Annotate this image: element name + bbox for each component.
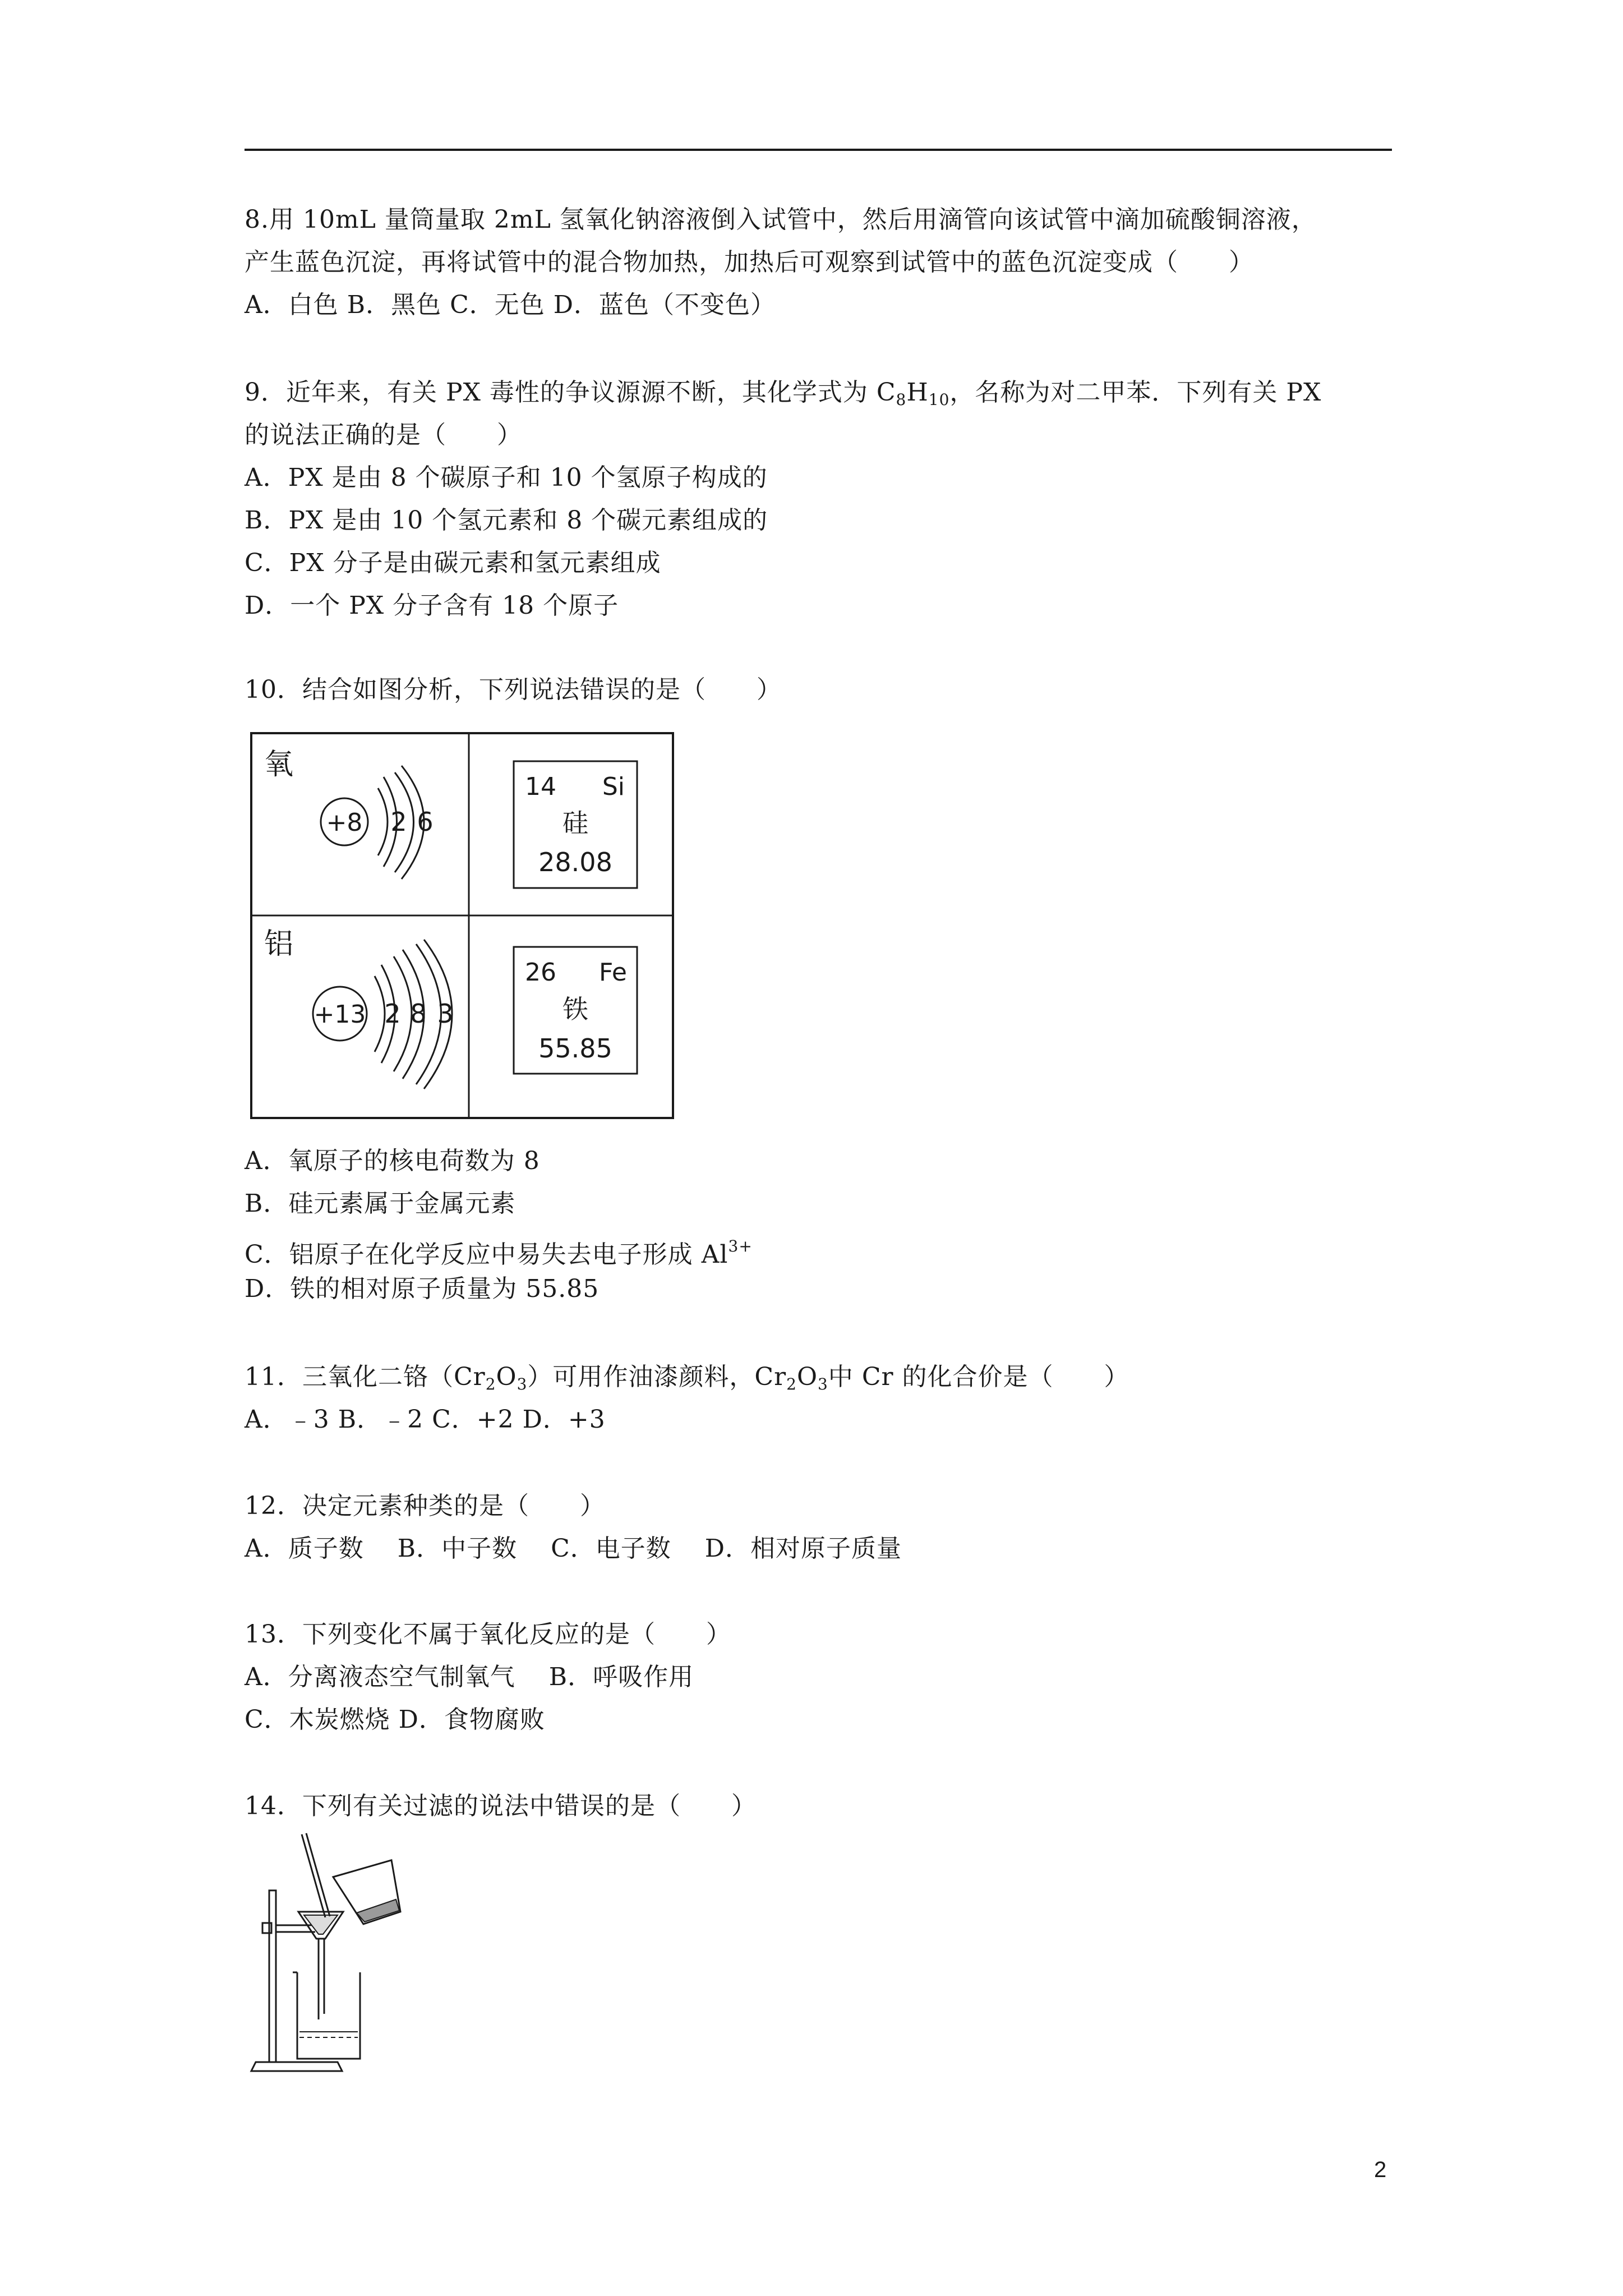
oxygen-label: 氧 xyxy=(264,748,294,781)
iron-name: 铁 xyxy=(562,994,588,1024)
q10-stem: 10．结合如图分析，下列说法错误的是（ ） xyxy=(245,675,782,704)
q9-option-b: B．PX 是由 10 个氢元素和 8 个碳元素组成的 xyxy=(245,506,768,535)
q12-options: A．质子数 B．中子数 C．电子数 D．相对原子质量 xyxy=(245,1534,902,1563)
aluminum-shell-2: 8 xyxy=(410,999,427,1029)
q11-options: A．﹣3 B．﹣2 C．+2 D．+3 xyxy=(245,1405,606,1434)
silicon-symbol: Si xyxy=(602,772,625,801)
oxygen-shell-1: 2 xyxy=(390,807,407,837)
aluminum-shell-3: 3 xyxy=(437,999,454,1029)
aluminum-shell-1: 2 xyxy=(384,999,401,1029)
q8-stem-line-1: 8.用 10mL 量筒量取 2mL 氢氧化钠溶液倒入试管中，然后用滴管向该试管中滴加硫酸铜溶液， xyxy=(245,205,1317,234)
oxygen-nucleus: +8 xyxy=(326,808,363,837)
q14-stem: 14．下列有关过滤的说法中错误的是（ ） xyxy=(245,1792,757,1820)
q9-option-a: A．PX 是由 8 个碳原子和 10 个氢原子构成的 xyxy=(245,463,768,492)
q10-option-d: D．铁的相对原子质量为 55.85 xyxy=(245,1274,600,1303)
silicon-number: 14 xyxy=(525,772,556,801)
oxygen-shell-2: 6 xyxy=(417,807,434,837)
q13-options-line-2: C．木炭燃烧 D．食物腐败 xyxy=(245,1705,545,1734)
page-number: 2 xyxy=(1374,2157,1387,2182)
iron-number: 26 xyxy=(525,958,556,987)
q10-option-a: A．氧原子的核电荷数为 8 xyxy=(245,1147,540,1175)
silicon-element-card xyxy=(514,761,637,888)
aluminum-atom-diagram xyxy=(264,927,454,1089)
aluminum-nucleus: +13 xyxy=(313,1000,366,1029)
q8-options: A．白色 B．黑色 C．无色 D．蓝色（不变色） xyxy=(245,291,776,319)
header-rule xyxy=(245,149,1392,151)
q13-stem: 13．下列变化不属于氧化反应的是（ ） xyxy=(245,1620,731,1649)
q12-stem: 12．决定元素种类的是（ ） xyxy=(245,1492,605,1520)
q8-stem-line-2: 产生蓝色沉淀，再将试管中的混合物加热，加热后可观察到试管中的蓝色沉淀变成（ ） xyxy=(245,248,1254,277)
q11-stem: 11．三氧化二铬$(Cr_2O_3)$可用作油漆颜料，$Cr_2O_3$中 Cr 的化合价是（ ） xyxy=(245,1363,1129,1393)
q9-option-c: C．PX 分子是由碳元素和氢元素组成 xyxy=(245,549,661,577)
filtration-apparatus-figure xyxy=(241,1829,421,2087)
aluminum-label: 铝 xyxy=(264,927,294,961)
iron-mass: 55.85 xyxy=(538,1033,612,1064)
iron-element-card xyxy=(514,947,637,1074)
q9-stem-line-2: 的说法正确的是（ ） xyxy=(245,421,522,449)
q10-option-b: B．硅元素属于金属元素 xyxy=(245,1189,516,1218)
q9-option-d: D．一个 PX 分子含有 18 个原子 xyxy=(245,591,619,620)
silicon-name: 硅 xyxy=(562,808,588,838)
atom-structure-figure xyxy=(250,732,676,1122)
q9-stem-line-1: 9．近年来，有关 PX 毒性的争议源源不断，其化学式为 $C_8H_{10}$，名称为对二甲苯．下列有关 PX xyxy=(245,378,1322,409)
q10-option-c: C．铝原子在化学反应中易失去电子形成 $Al^{3+}$ xyxy=(245,1237,753,1269)
iron-symbol: Fe xyxy=(599,958,627,987)
silicon-mass: 28.08 xyxy=(538,847,612,877)
oxygen-atom-diagram xyxy=(264,748,434,879)
q13-options-line-1: A．分离液态空气制氧气 B．呼吸作用 xyxy=(245,1663,694,1691)
